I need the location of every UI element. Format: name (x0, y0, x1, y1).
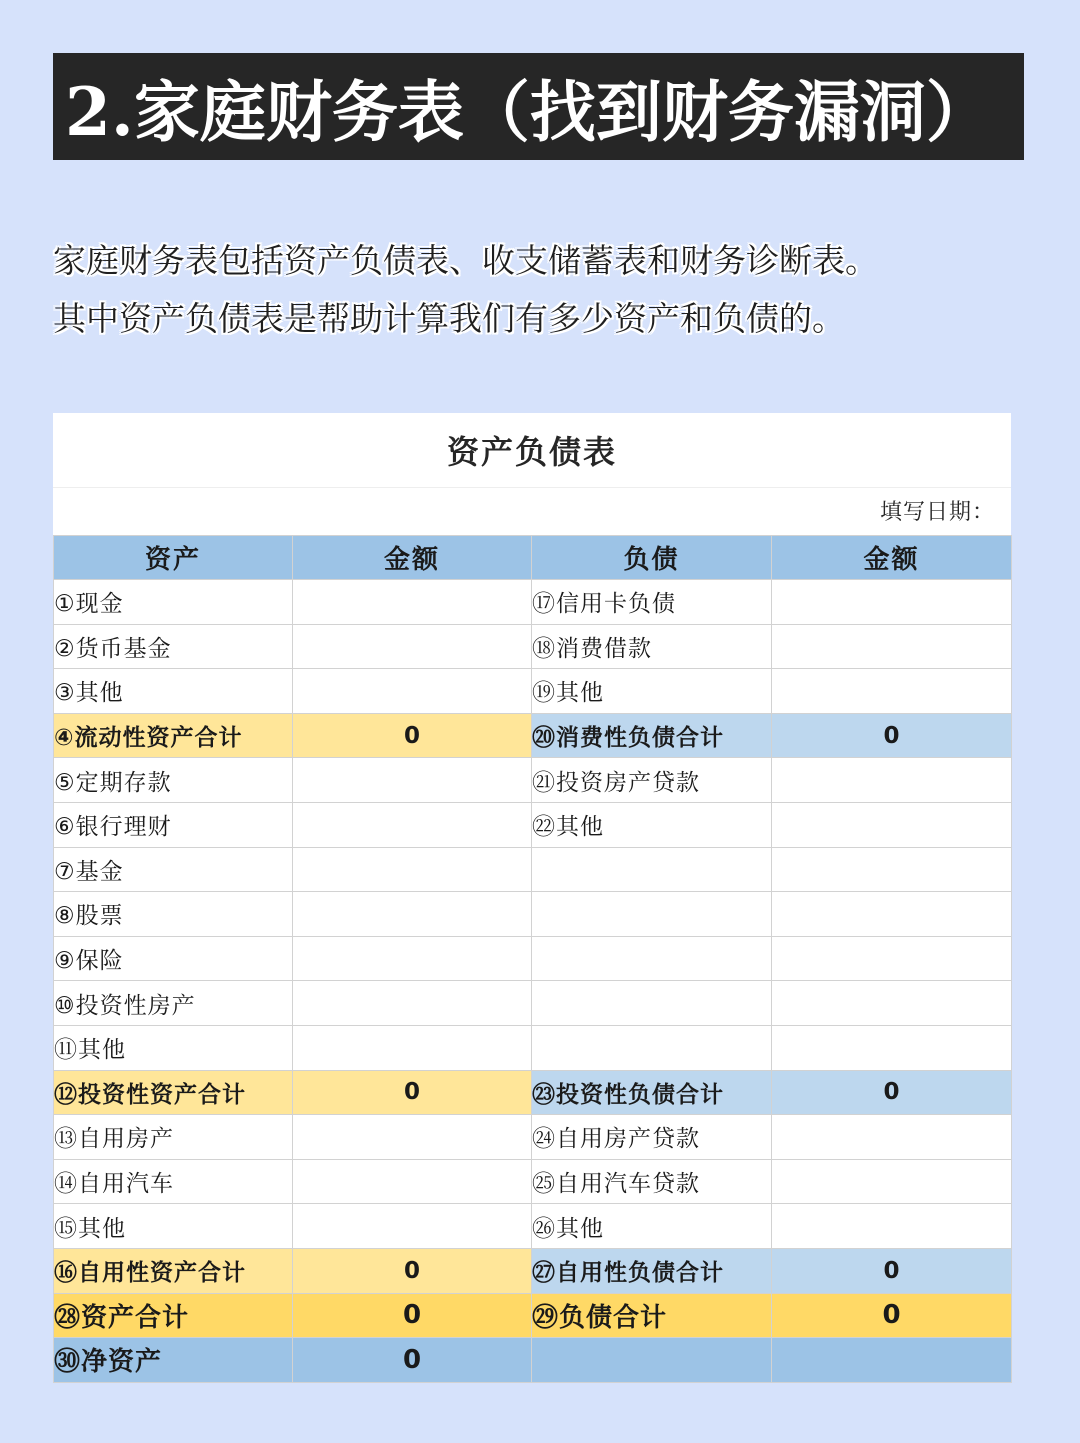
header-liability-amount: 金额 (772, 536, 1012, 580)
table-body (54, 580, 1012, 1383)
asset-amount-cell (293, 981, 532, 1026)
asset-amount-cell: 0 (293, 1070, 532, 1115)
header-liabilities: 负债 (532, 536, 772, 580)
asset-amount-cell (293, 669, 532, 714)
asset-label-cell: ②货币基金 (54, 624, 293, 669)
sheet-title: 资产负债表 (53, 413, 1011, 488)
asset-amount-cell (293, 1204, 532, 1249)
table-row (54, 847, 1012, 892)
table-row (54, 936, 1012, 981)
header-asset-amount: 金额 (293, 536, 532, 580)
liability-label-cell: ⑱消费借款 (532, 624, 772, 669)
liability-amount-cell (772, 981, 1012, 1026)
balance-sheet (53, 413, 1011, 1383)
intro-line-1: 家庭财务表包括资产负债表、收支储蓄表和财务诊断表。 (53, 241, 878, 280)
liability-amount-cell: 0 (772, 1293, 1012, 1338)
net-asset-row (54, 1338, 1012, 1383)
liability-label-cell: ㉗自用性负债合计 (532, 1248, 772, 1293)
table-row (54, 1025, 1012, 1070)
liability-amount-cell: 0 (772, 1248, 1012, 1293)
asset-label-cell: ⑥银行理财 (54, 802, 293, 847)
header-assets: 资产 (54, 536, 293, 580)
liability-amount-cell (772, 1159, 1012, 1204)
asset-amount-cell: 0 (293, 1338, 532, 1383)
table-row (54, 1204, 1012, 1249)
asset-label-cell: ⑭自用汽车 (54, 1159, 293, 1204)
liability-label-cell (532, 1338, 772, 1383)
asset-label-cell: ⑤定期存款 (54, 758, 293, 803)
liability-amount-cell (772, 802, 1012, 847)
liability-label-cell: ⑳消费性负债合计 (532, 713, 772, 758)
asset-amount-cell (293, 1025, 532, 1070)
asset-amount-cell (293, 936, 532, 981)
asset-amount-cell (293, 892, 532, 937)
liability-label-cell: ⑲其他 (532, 669, 772, 714)
asset-label-cell: ⑮其他 (54, 1204, 293, 1249)
liability-label-cell: ㉓投资性负债合计 (532, 1070, 772, 1115)
intro-line-2: 其中资产负债表是帮助计算我们有多少资产和负债的。 (53, 299, 845, 338)
asset-label-cell: ⑬自用房产 (54, 1115, 293, 1160)
liability-amount-cell (772, 847, 1012, 892)
total-row (54, 1293, 1012, 1338)
asset-label-cell: ㉚净资产 (54, 1338, 293, 1383)
table-row (54, 624, 1012, 669)
asset-amount-cell (293, 624, 532, 669)
table-row (54, 758, 1012, 803)
asset-label-cell: ①现金 (54, 580, 293, 625)
balance-sheet-table (53, 535, 1012, 1383)
table-row (54, 580, 1012, 625)
liability-amount-cell (772, 1115, 1012, 1160)
table-row (54, 1115, 1012, 1160)
header-row (54, 536, 1012, 580)
liability-label-cell (532, 1025, 772, 1070)
liability-label-cell: ⑰信用卡负债 (532, 580, 772, 625)
asset-label-cell: ⑯自用性资产合计 (54, 1248, 293, 1293)
liability-amount-cell (772, 669, 1012, 714)
liability-label-cell: ㉙负债合计 (532, 1293, 772, 1338)
asset-amount-cell (293, 758, 532, 803)
liability-label-cell: ㉕自用汽车贷款 (532, 1159, 772, 1204)
title-banner (53, 53, 1024, 160)
asset-label-cell: ㉘资产合计 (54, 1293, 293, 1338)
subtotal-row (54, 1248, 1012, 1293)
liability-amount-cell (772, 1025, 1012, 1070)
subtotal-row (54, 713, 1012, 758)
asset-amount-cell: 0 (293, 713, 532, 758)
liability-amount-cell (772, 892, 1012, 937)
liability-label-cell: ㉑投资房产贷款 (532, 758, 772, 803)
liability-amount-cell (772, 1204, 1012, 1249)
asset-label-cell: ④流动性资产合计 (54, 713, 293, 758)
page-title: 2.家庭财务表（找到财务漏洞） (65, 73, 992, 151)
asset-amount-cell (293, 847, 532, 892)
liability-amount-cell: 0 (772, 1070, 1012, 1115)
liability-label-cell: ㉖其他 (532, 1204, 772, 1249)
date-label: 填写日期： (879, 500, 995, 525)
liability-amount-cell (772, 624, 1012, 669)
asset-amount-cell (293, 1115, 532, 1160)
table-row (54, 892, 1012, 937)
liability-amount-cell (772, 936, 1012, 981)
asset-amount-cell: 0 (293, 1293, 532, 1338)
asset-amount-cell (293, 1159, 532, 1204)
liability-label-cell: ㉔自用房产贷款 (532, 1115, 772, 1160)
liability-amount-cell (772, 1338, 1012, 1383)
asset-label-cell: ③其他 (54, 669, 293, 714)
table-row (54, 1159, 1012, 1204)
asset-amount-cell: 0 (293, 1248, 532, 1293)
intro-text (53, 232, 1043, 348)
liability-label-cell (532, 936, 772, 981)
liability-amount-cell (772, 580, 1012, 625)
asset-amount-cell (293, 802, 532, 847)
asset-label-cell: ⑪其他 (54, 1025, 293, 1070)
asset-amount-cell (293, 580, 532, 625)
liability-label-cell (532, 847, 772, 892)
asset-label-cell: ⑨保险 (54, 936, 293, 981)
liability-label-cell (532, 892, 772, 937)
table-row (54, 981, 1012, 1026)
asset-label-cell: ⑦基金 (54, 847, 293, 892)
liability-amount-cell (772, 758, 1012, 803)
asset-label-cell: ⑫投资性资产合计 (54, 1070, 293, 1115)
table-row (54, 802, 1012, 847)
liability-amount-cell: 0 (772, 713, 1012, 758)
subtotal-row (54, 1070, 1012, 1115)
table-row (54, 669, 1012, 714)
asset-label-cell: ⑩投资性房产 (54, 981, 293, 1026)
asset-label-cell: ⑧股票 (54, 892, 293, 937)
liability-label-cell (532, 981, 772, 1026)
liability-label-cell: ㉒其他 (532, 802, 772, 847)
